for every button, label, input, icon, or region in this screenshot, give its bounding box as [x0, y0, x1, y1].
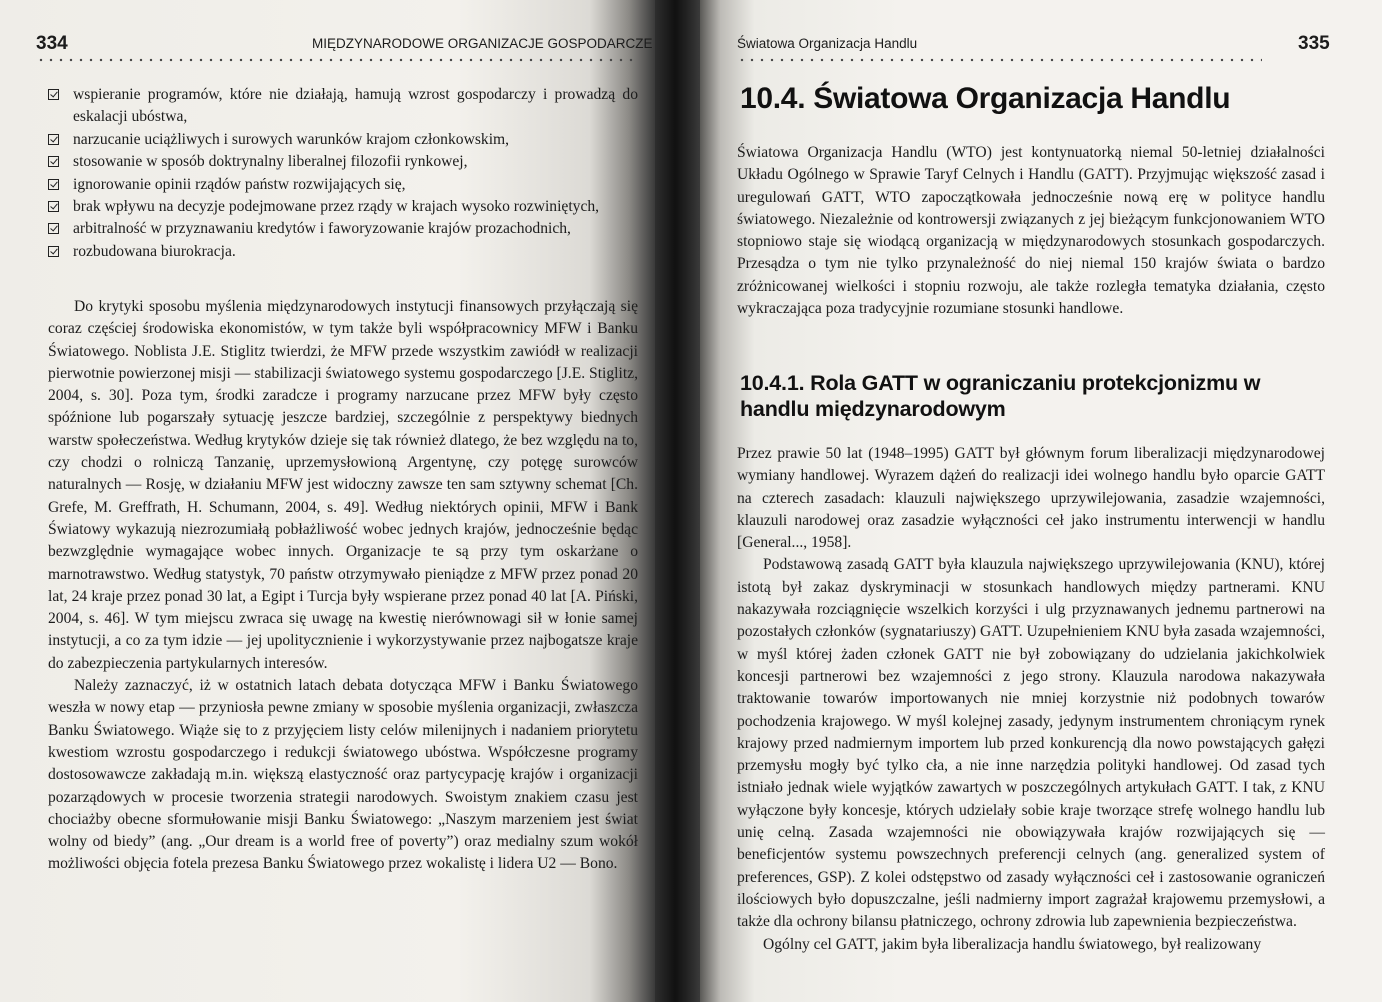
- checkbox-icon: [48, 156, 59, 167]
- left-running-head: MIĘDZYNARODOWE ORGANIZACJE GOSPODARCZE: [312, 36, 653, 51]
- left-body-text: [48, 296, 638, 876]
- right-dot-rule: [737, 58, 1262, 62]
- left-page-number: 334: [36, 33, 68, 54]
- list-item: ignorowanie opinii rządów państw rozwijających się,: [48, 174, 638, 196]
- left-dot-rule: [36, 58, 636, 62]
- list-item: stosowanie w sposób doktrynalny liberalnej filozofii rynkowej,: [48, 151, 638, 173]
- checkbox-icon: [48, 89, 59, 100]
- right-running-head: Światowa Organizacja Handlu: [737, 36, 918, 51]
- paragraph: Do krytyki sposobu myślenia międzynarodowych instytucji finansowych przyłączają się coraz częściej środowiska ekonomistów, w tym także byli współpracownicy MFW i Banku Światowego. Noblista J.E. Stiglitz twierdzi, że MFW przede wszystkim zawiódł w realizacji pierwotnie powierzonej misji — stabilizacji światowego systemu gospodarczego [J.E. Stiglitz, 2004, s. 30]. Poza tym, środki zaradcze i programy narzucane przez MFW były często spóźnione lub pogarszały sytuację jeszcze bardziej, szczególnie z perspektywy biednych warstw społeczeństwa. Według krytyków dzieje się tak również dlatego, że bez względu na to, czy chodzi o rolniczą Tanzanię, uprzemysłowioną Argentynę, czy potęgę surowców naturalnych — Rosję, w działaniu MFW jest widoczny zawsze ten sam sztywny schemat [Ch. Grefe, M. Greffrath, H. Schumann, 2004, s. 49]. Według niektórych opinii, MFW i Bank Światowy wykazują niezrozumiałą pobłażliwość wobec jednych krajów, jednocześnie będąc bezwzględnie wymagające wobec innych. Organizacje te są przy tym oskarżane o marnotrawstwo. Według statystyk, 70 państw otrzymywało pieniądze z MFW przez ponad 20 lat, 24 kraje przez ponad 30 lat, a Egipt i Turcja były wspierane przez ponad 40 lat [A. Piński, 2004, s. 46]. W tym miejscu zwraca się uwagę na kwestię nierównowagi sił w łonie samej instytucji, a co za tym idzie — jej upolitycznienie i wykorzystywanie przez najbogatsze kraje do zabezpieczenia partykularnych interesów.: [48, 298, 638, 672]
- checkbox-icon: [48, 246, 59, 257]
- left-page: [0, 0, 655, 1002]
- section-title: 10.4. Światowa Organizacja Handlu: [740, 82, 1231, 115]
- list-item: arbitralność w przyznawaniu kredytów i faworyzowanie krajów prozachodnich,: [48, 218, 638, 240]
- list-item: rozbudowana biurokracja.: [48, 241, 638, 263]
- list-item: wspieranie programów, które nie działają, hamują wzrost gospodarczy i prowadzą do eskalacji ubóstwa,: [48, 84, 638, 129]
- intro-text: [737, 142, 1325, 320]
- paragraph: Przez prawie 50 lat (1948–1995) GATT był głównym forum liberalizacji międzynarodowej wymiany handlowej. Wyrazem dążeń do realizacji idei wolnego handlu było oparcie GATT na czterech zasadach: klauzuli największego uprzywilejowania, zasadzie wzajemności, klauzuli narodowej oraz zasadzie wyłączności ceł jako instrumentu interwencji w handlu [General..., 1958].: [737, 445, 1325, 552]
- right-page-number: 335: [1298, 33, 1330, 54]
- checkbox-icon: [48, 201, 59, 212]
- criticism-bullet-list: [48, 84, 638, 263]
- subsection-title: 10.4.1. Rola GATT w ograniczaniu protekcjonizmu w handlu międzynarodowym: [740, 371, 1261, 421]
- paragraph: Podstawową zasadą GATT była klauzula największego uprzywilejowania (KNU), której istotą był zakaz dyskryminacji w stosunkach handlowych między partnerami. KNU nakazywała rozciągnięcie wszelkich korzyści i ulg przyznawanych jednemu partnerowi na pozostałych członków (sygnatariuszy) GATT. Uzupełnieniem KNU była zasada wzajemności, w myśl której żaden członek GATT nie był zobowiązany do udzielania jakichkolwiek koncesji partnerowi bez wzajemności z jego strony. Klauzula narodowa nakazywała traktowanie towarów importowanych nie mniej korzystnie niż podobnych towarów pochodzenia krajowego. W myśl kolejnej zasady, jedynym instrumentem chroniącym rynek krajowy przed nadmiernym importem lub przed konkurencją dla nowo powstających gałęzi przemysłu mogły być tylko cła, a nie inne narzędzia polityki handlowej. Od zasad tych istniało jednak wiele wyjątków zawartych w poszczególnych artykułach GATT. I tak, z KNU wyłączone były koncesje, których udzielały sobie kraje tworzące strefę wolnego handlu lub unię celną. Zasada wzajemności nie obowiązywała krajów rozwijających się — beneficjentów systemu powszechnych preferencji celnych (ang. generalized system of preferences, GSP). Z kolei odstępstwo od zasady wyłączności ceł i zastosowanie ograniczeń ilościowych było dopuszczalne, jeśli nadmierny import zagrażał krajowemu przemysłowi, a także dla ochrony bilansu płatniczego, ochrony zdrowia lub zapewnienia bezpieczeństwa.: [737, 556, 1325, 931]
- checkbox-icon: [48, 179, 59, 190]
- list-item: narzucanie uciążliwych i surowych warunków krajom członkowskim,: [48, 129, 638, 151]
- checkbox-icon: [48, 134, 59, 145]
- book-gutter: [655, 0, 700, 1002]
- paragraph: Ogólny cel GATT, jakim była liberalizacja handlu światowego, był realizowany: [763, 935, 1262, 953]
- paragraph: Należy zaznaczyć, iż w ostatnich latach debata dotycząca MFW i Banku Światowego weszła w nowy etap — przyniosła pewne zmiany w sposobie myślenia organizacji, zwłaszcza Banku Światowego. Wiąże się to z przyjęciem listy celów milenijnych i nadaniem priorytetu kwestiom wzrostu gospodarczego i redukcji światowego ubóstwa. Współczesne programy dostosowawcze zakładają m.in. większą elastyczność oraz partycypację krajów i organizacji pozarządowych w procesie tworzenia strategii narodowych. Swoistym znakiem czasu jest chociażby obecne sformułowanie misji Banku Światowego: „Naszym marzeniem jest świat wolny od biedy” (ang. „Our dream is a world free of poverty”) oraz medialny szum wokół możliwości objęcia fotela prezesa Banku Światowego przez wokalistę i lidera U2 — Bono.: [48, 677, 638, 873]
- gatt-body-text: [737, 443, 1325, 956]
- paragraph: Światowa Organizacja Handlu (WTO) jest kontynuatorką niemal 50-letniej działalności Układu Ogólnego w Sprawie Taryf Celnych i Handlu (GATT). Przyjmując większość zasad i uregulowań GATT, WTO zapoczątkowała jednocześnie nową erę w polityce handlu światowego. Niezależnie od kontrowersji związanych z jej bieżącym funkcjonowaniem WTO stopniowo staje się wiodącą organizacją w międzynarodowych stosunkach gospodarczych. Przesądza o tym nie tylko przynależność do niej niemal 150 krajów świata o bardzo zróżnicowanej wielkości i stopniu rozwoju, ale także rozległa tematyka działania, często wykraczająca poza tradycyjnie rozumiane stosunki handlowe.: [737, 144, 1325, 318]
- list-item: brak wpływu na decyzje podejmowane przez rządy w krajach wysoko rozwiniętych,: [48, 196, 638, 218]
- checkbox-icon: [48, 223, 59, 234]
